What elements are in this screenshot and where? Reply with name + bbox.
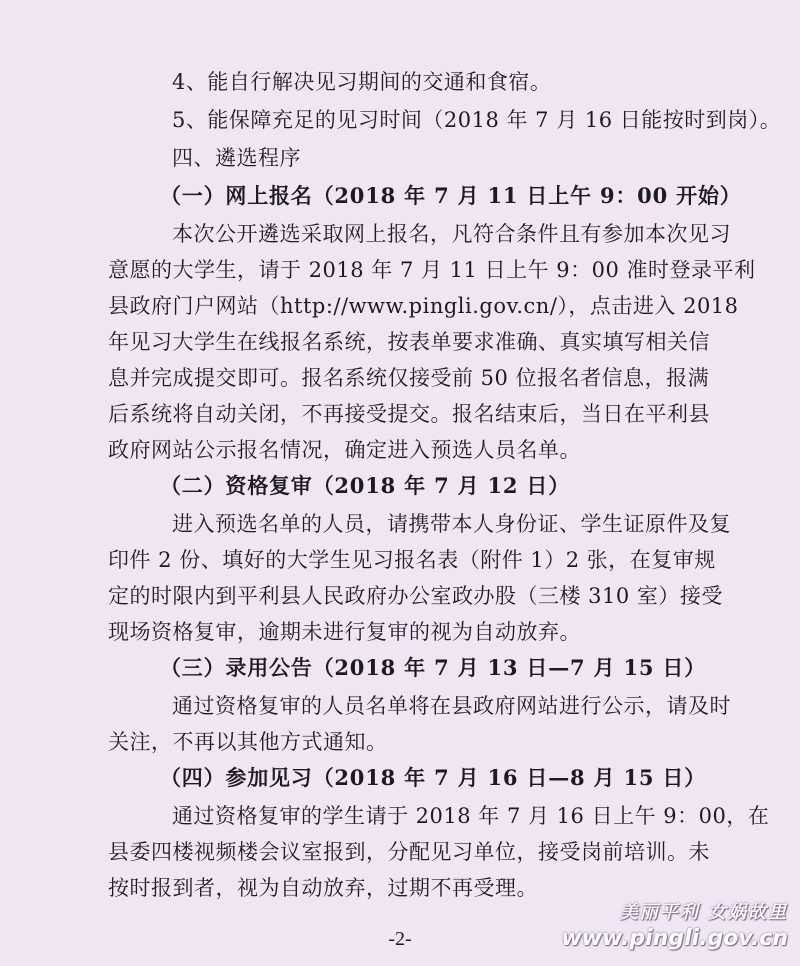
paragraph-line: 定的时限内到平利县人民政府办公室政办股（三楼 310 室）接受 <box>108 584 723 608</box>
paragraph-line: 通过资格复审的学生请于 2018 年 7 月 16 日上午 9：00，在 <box>172 804 770 828</box>
paragraph-line: 政府网站公示报名情况，确定进入预选人员名单。 <box>108 438 581 462</box>
paragraph-line: 本次公开遴选采取网上报名，凡符合条件且有参加本次见习 <box>172 222 731 246</box>
paragraph-line: 现场资格复审，逾期未进行复审的视为自动放弃。 <box>108 620 581 644</box>
condition-5: 5、能保障充足的见习时间（2018 年 7 月 16 日能按时到岗）。 <box>172 108 782 132</box>
watermark-url: www.pingli.gov.cn <box>561 926 788 951</box>
paragraph-line: 按时报到者，视为自动放弃，过期不再受理。 <box>108 876 538 900</box>
subheading-qualification-review: （二）资格复审（2018 年 7 月 12 日） <box>160 473 571 498</box>
paragraph-line: 后系统将自动关闭，不再接受提交。报名结束后，当日在平利县 <box>108 402 710 426</box>
paragraph-line: 年见习大学生在线报名系统，按表单要求准确、真实填写相关信 <box>108 330 710 354</box>
paragraph-line-url: 县政府门户网站（http://www.pingli.gov.cn/），点击进入 2018 <box>108 294 739 318</box>
paragraph-line: 县委四楼视频楼会议室报到，分配见习单位，接受岗前培训。未 <box>108 840 710 864</box>
watermark <box>561 898 788 951</box>
paragraph-line: 息并完成提交即可。报名系统仅接受前 50 位报名者信息，报满 <box>108 366 710 390</box>
paragraph-line: 意愿的大学生，请于 2018 年 7 月 11 日上午 9：00 准时登录平利 <box>108 258 756 282</box>
paragraph-line: 通过资格复审的人员名单将在县政府网站进行公示，请及时 <box>172 694 731 718</box>
paragraph-line: 印件 2 份、填好的大学生见习报名表（附件 1）2 张，在复审规 <box>108 548 716 572</box>
subheading-join-internship: （四）参加见习（2018 年 7 月 16 日—8 月 15 日） <box>160 765 707 790</box>
paragraph-line: 进入预选名单的人员，请携带本人身份证、学生证原件及复 <box>172 512 731 536</box>
page-number: -2- <box>388 928 412 950</box>
section-heading-selection-procedure: 四、遴选程序 <box>172 146 301 170</box>
subheading-hiring-announcement: （三）录用公告（2018 年 7 月 13 日—7 月 15 日） <box>160 655 707 680</box>
paragraph-line: 关注，不再以其他方式通知。 <box>108 730 388 754</box>
condition-4: 4、能自行解决见习期间的交通和食宿。 <box>172 70 552 94</box>
subheading-online-registration: （一）网上报名（2018 年 7 月 11 日上午 9：00 开始） <box>160 183 742 208</box>
watermark-slogan: 美丽平利 女娲故里 <box>619 902 788 923</box>
